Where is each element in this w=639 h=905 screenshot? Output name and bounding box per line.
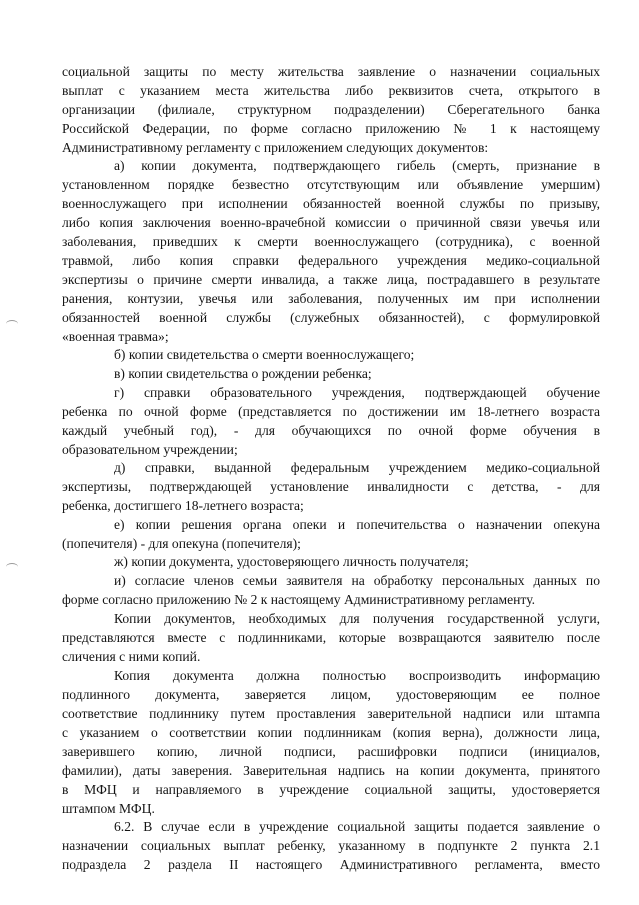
text-line: а) копии документа, подтверждающего гибель (смерть, признание в bbox=[114, 158, 600, 173]
text-line: Копии документов, необходимых для получения государственной услуги, bbox=[114, 611, 600, 626]
text-line: в) копии свидетельства о рождении ребенка; bbox=[114, 366, 372, 381]
text-line: подраздела 2 раздела II настоящего Административного регламента, вместо bbox=[62, 857, 600, 872]
text-line: форме согласно приложению № 2 к настоящему Административному регламенту. bbox=[62, 592, 536, 607]
text-line: г) справки образовательного учреждения, подтверждающей обучение bbox=[114, 385, 600, 400]
text-line: д) справки, выданной федеральным учреждением медико-социальной bbox=[114, 460, 600, 475]
text-line: травмой, либо копия справки федерального учреждения медико-социальной bbox=[62, 253, 600, 268]
text-line: социальной защиты по месту жительства заявление о назначении социальных bbox=[62, 64, 600, 79]
text-line: ребенка, достигшего 18-летнего возраста; bbox=[62, 498, 304, 513]
text-line: либо копия заключения военно-врачебной комиссии о причинной связи увечья или bbox=[62, 215, 600, 230]
text-line: представляются вместе с подлинниками, которые возвращаются заявителю после bbox=[62, 630, 600, 645]
text-line: назначении социальных выплат ребенку, указанному в подпункте 2 пункта 2.1 bbox=[62, 838, 600, 853]
text-line: военнослужащего при исполнении обязанностей военной службы по призыву, bbox=[62, 196, 600, 211]
text-line: Российской Федерации, по форме согласно приложению № 1 к настоящему bbox=[62, 121, 600, 136]
text-line: ребенка по очной форме (представляется по достижении им 18-летнего возраста bbox=[62, 404, 600, 419]
text-line: выплат с указанием места жительства либо реквизитов счета, открытого в bbox=[62, 83, 600, 98]
text-line: б) копии свидетельства о смерти военнослужащего; bbox=[114, 347, 415, 362]
text-line: заверившего копию, личной подписи, расшифровки подписи (инициалов, bbox=[62, 744, 600, 759]
text-line: фамилии), даты заверения. Заверительная надпись на копии документа, принятого bbox=[62, 763, 600, 778]
text-line: образовательном учреждении; bbox=[62, 442, 238, 457]
text-line: ж) копии документа, удостоверяющего личность получателя; bbox=[114, 554, 469, 569]
text-line: Административному регламенту с приложением следующих документов: bbox=[62, 140, 489, 155]
text-line: экспертизы о причине смерти инвалида, а также лица, пострадавшего в результате bbox=[62, 272, 600, 287]
text-line: обязанностей военной службы (служебных обязанностей), с формулировкой bbox=[62, 310, 600, 325]
scan-mark-icon bbox=[6, 320, 18, 328]
text-line: каждый учебный год), - для обучающихся по очной форме обучения в bbox=[62, 423, 600, 438]
text-line: (попечителя) - для опекуна (попечителя); bbox=[62, 536, 301, 551]
text-line: соответствие подлиннику путем проставления заверительной надписи или штампа bbox=[62, 706, 600, 721]
text-line: 6.2. В случае если в учреждение социальной защиты подается заявление о bbox=[114, 819, 600, 834]
text-line: подлинного документа, заверяется лицом, удостоверяющим ее полное bbox=[62, 687, 600, 702]
text-line: сличения с ними копий. bbox=[62, 649, 201, 664]
text-line: с указанием о соответствии копии подлинникам (копия верна), должности лица, bbox=[62, 725, 600, 740]
text-line: штампом МФЦ. bbox=[62, 801, 155, 816]
text-line: Копия документа должна полностью воспроизводить информацию bbox=[114, 668, 600, 683]
text-line: е) копии решения органа опеки и попечительства о назначении опекуна bbox=[114, 517, 600, 532]
text-line: организации (филиале, структурном подразделении) Сберегательного банка bbox=[62, 102, 600, 117]
text-line: установленном порядке безвестно отсутствующим или объявление умершим) bbox=[62, 177, 600, 192]
text-line: «военная травма»; bbox=[62, 329, 169, 344]
text-line: в МФЦ и направляемого в учреждение социальной защиты, удостоверяется bbox=[62, 782, 600, 797]
scan-mark-icon bbox=[6, 563, 18, 571]
text-line: заболевания, приведших к смерти военнослужащего (сотрудника), с военной bbox=[62, 234, 600, 249]
text-line: и) согласие членов семьи заявителя на обработку персональных данных по bbox=[114, 573, 600, 588]
text-line: ранения, контузии, увечья или заболевания, полученных им при исполнении bbox=[62, 291, 600, 306]
text-line: экспертизы, подтверждающей установление инвалидности с детства, - для bbox=[62, 479, 600, 494]
